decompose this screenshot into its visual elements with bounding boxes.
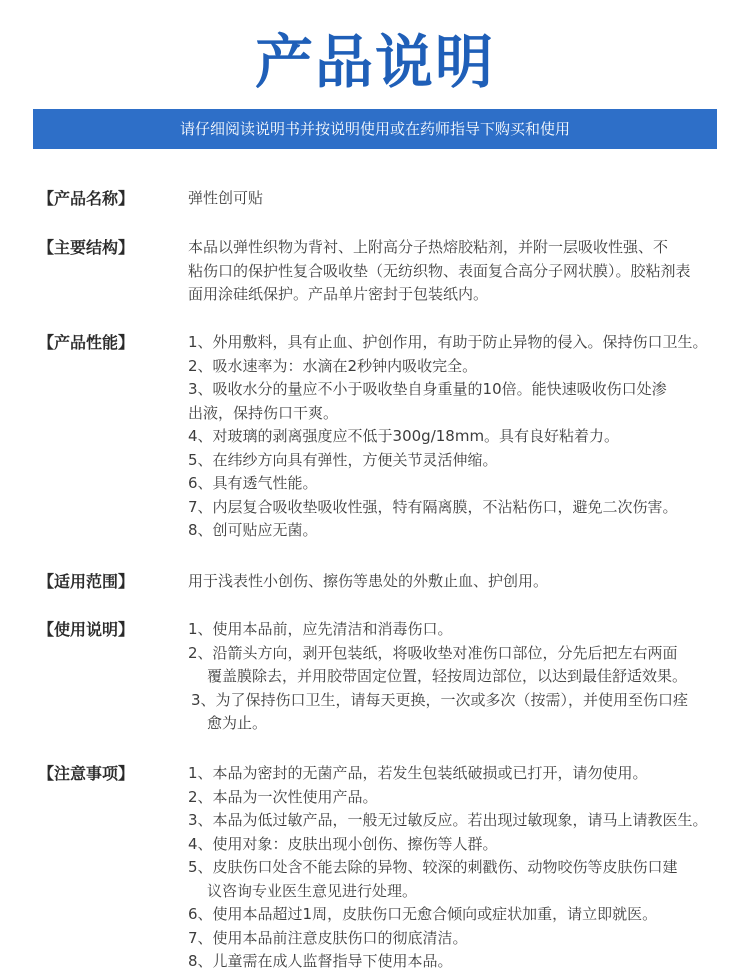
content-line: 1、使用本品前，应先清洁和消毒伤口。 [188,620,453,638]
content-line: 6、使用本品超过1周，皮肤伤口无愈合倾向或症状加重，请立即就医。 [188,905,658,923]
content-line: 2、本品为一次性使用产品。 [188,787,378,806]
section-label: 【使用说明】 [38,620,135,639]
content-line: 愈为止。 [207,714,268,732]
section-content [188,187,718,211]
section-content [188,236,718,307]
content-line: 用于浅表性小创伤、擦伤等患处的外敷止血、护创用。 [188,572,549,590]
section-label: 【产品性能】 [38,333,135,352]
content-line: 3、本品为低过敏产品，一般无过敏反应。若出现过敏现象，请马上请教医生。 [188,811,708,829]
content-line: 1、外用敷料，具有止血、护创作用，有助于防止异物的侵入。保持伤口卫生。 [188,333,708,351]
content-line: 5、皮肤伤口处含不能去除的异物、较深的刺戳伤、动物咬伤等皮肤伤口建 [188,858,678,876]
content-line: 2、吸水速率为：水滴在2秒钟内吸收完全。 [188,356,478,375]
content-line: 5、在纬纱方向具有弹性，方便关节灵活伸缩。 [188,450,498,469]
content-line: 1、本品为密封的无菌产品，若发生包装纸破损或已打开，请勿使用。 [188,764,648,782]
content-line: 7、内层复合吸收垫吸收性强，特有隔离膜，不沾粘伤口，避免二次伤害。 [188,497,678,516]
content-line: 面用涂硅纸保护。产品单片密封于包装纸内。 [188,285,489,303]
section-content [188,618,718,736]
content-line: 出液，保持伤口干爽。 [188,403,339,422]
content-line: 6、具有透气性能。 [188,474,318,492]
section-label: 【适用范围】 [38,572,135,591]
section-content [188,570,718,594]
section-content [188,762,718,974]
content-line: 本品以弹性织物为背衬、上附高分子热熔胶粘剂，并附一层吸收性强、不 [188,238,669,256]
content-line: 2、沿箭头方向，剥开包装纸，将吸收垫对准伤口部位，分先后把左右两面 [188,643,678,662]
page-title: 产品说明 [254,28,495,96]
instruction-banner: 请仔细阅读说明书并按说明使用或在药师指导下购买和使用 [33,109,717,149]
content-line: 3、为了保持伤口卫生，请每天更换，一次或多次（按需），并使用至伤口痊 [191,690,689,709]
section-content [188,331,718,543]
section-label: 【主要结构】 [38,238,135,257]
content-line: 覆盖膜除去，并用胶带固定位置，轻按周边部位，以达到最佳舒适效果。 [207,667,688,685]
content-line: 3、吸收水分的量应不小于吸收垫自身重量的10倍。能快速吸收伤口处渗 [188,380,667,398]
section-label: 【注意事项】 [38,764,135,783]
content-line: 8、儿童需在成人监督指导下使用本品。 [188,952,453,970]
content-line: 弹性创可贴 [188,189,264,207]
content-line: 粘伤口的保护性复合吸收垫（无纺织物、表面复合高分子网状膜）。胶粘剂表 [188,261,691,280]
content-line: 4、对玻璃的剥离强度应不低于300g/18mm。具有良好粘着力。 [188,427,620,445]
content-line: 议咨询专业医生意见进行处理。 [207,881,418,900]
content-line: 7、使用本品前注意皮肤伤口的彻底清洁。 [188,928,468,947]
content-line: 8、创可贴应无菌。 [188,521,318,539]
section-label: 【产品名称】 [38,189,135,208]
content-line: 4、使用对象：皮肤出现小创伤、擦伤等人群。 [188,834,498,853]
